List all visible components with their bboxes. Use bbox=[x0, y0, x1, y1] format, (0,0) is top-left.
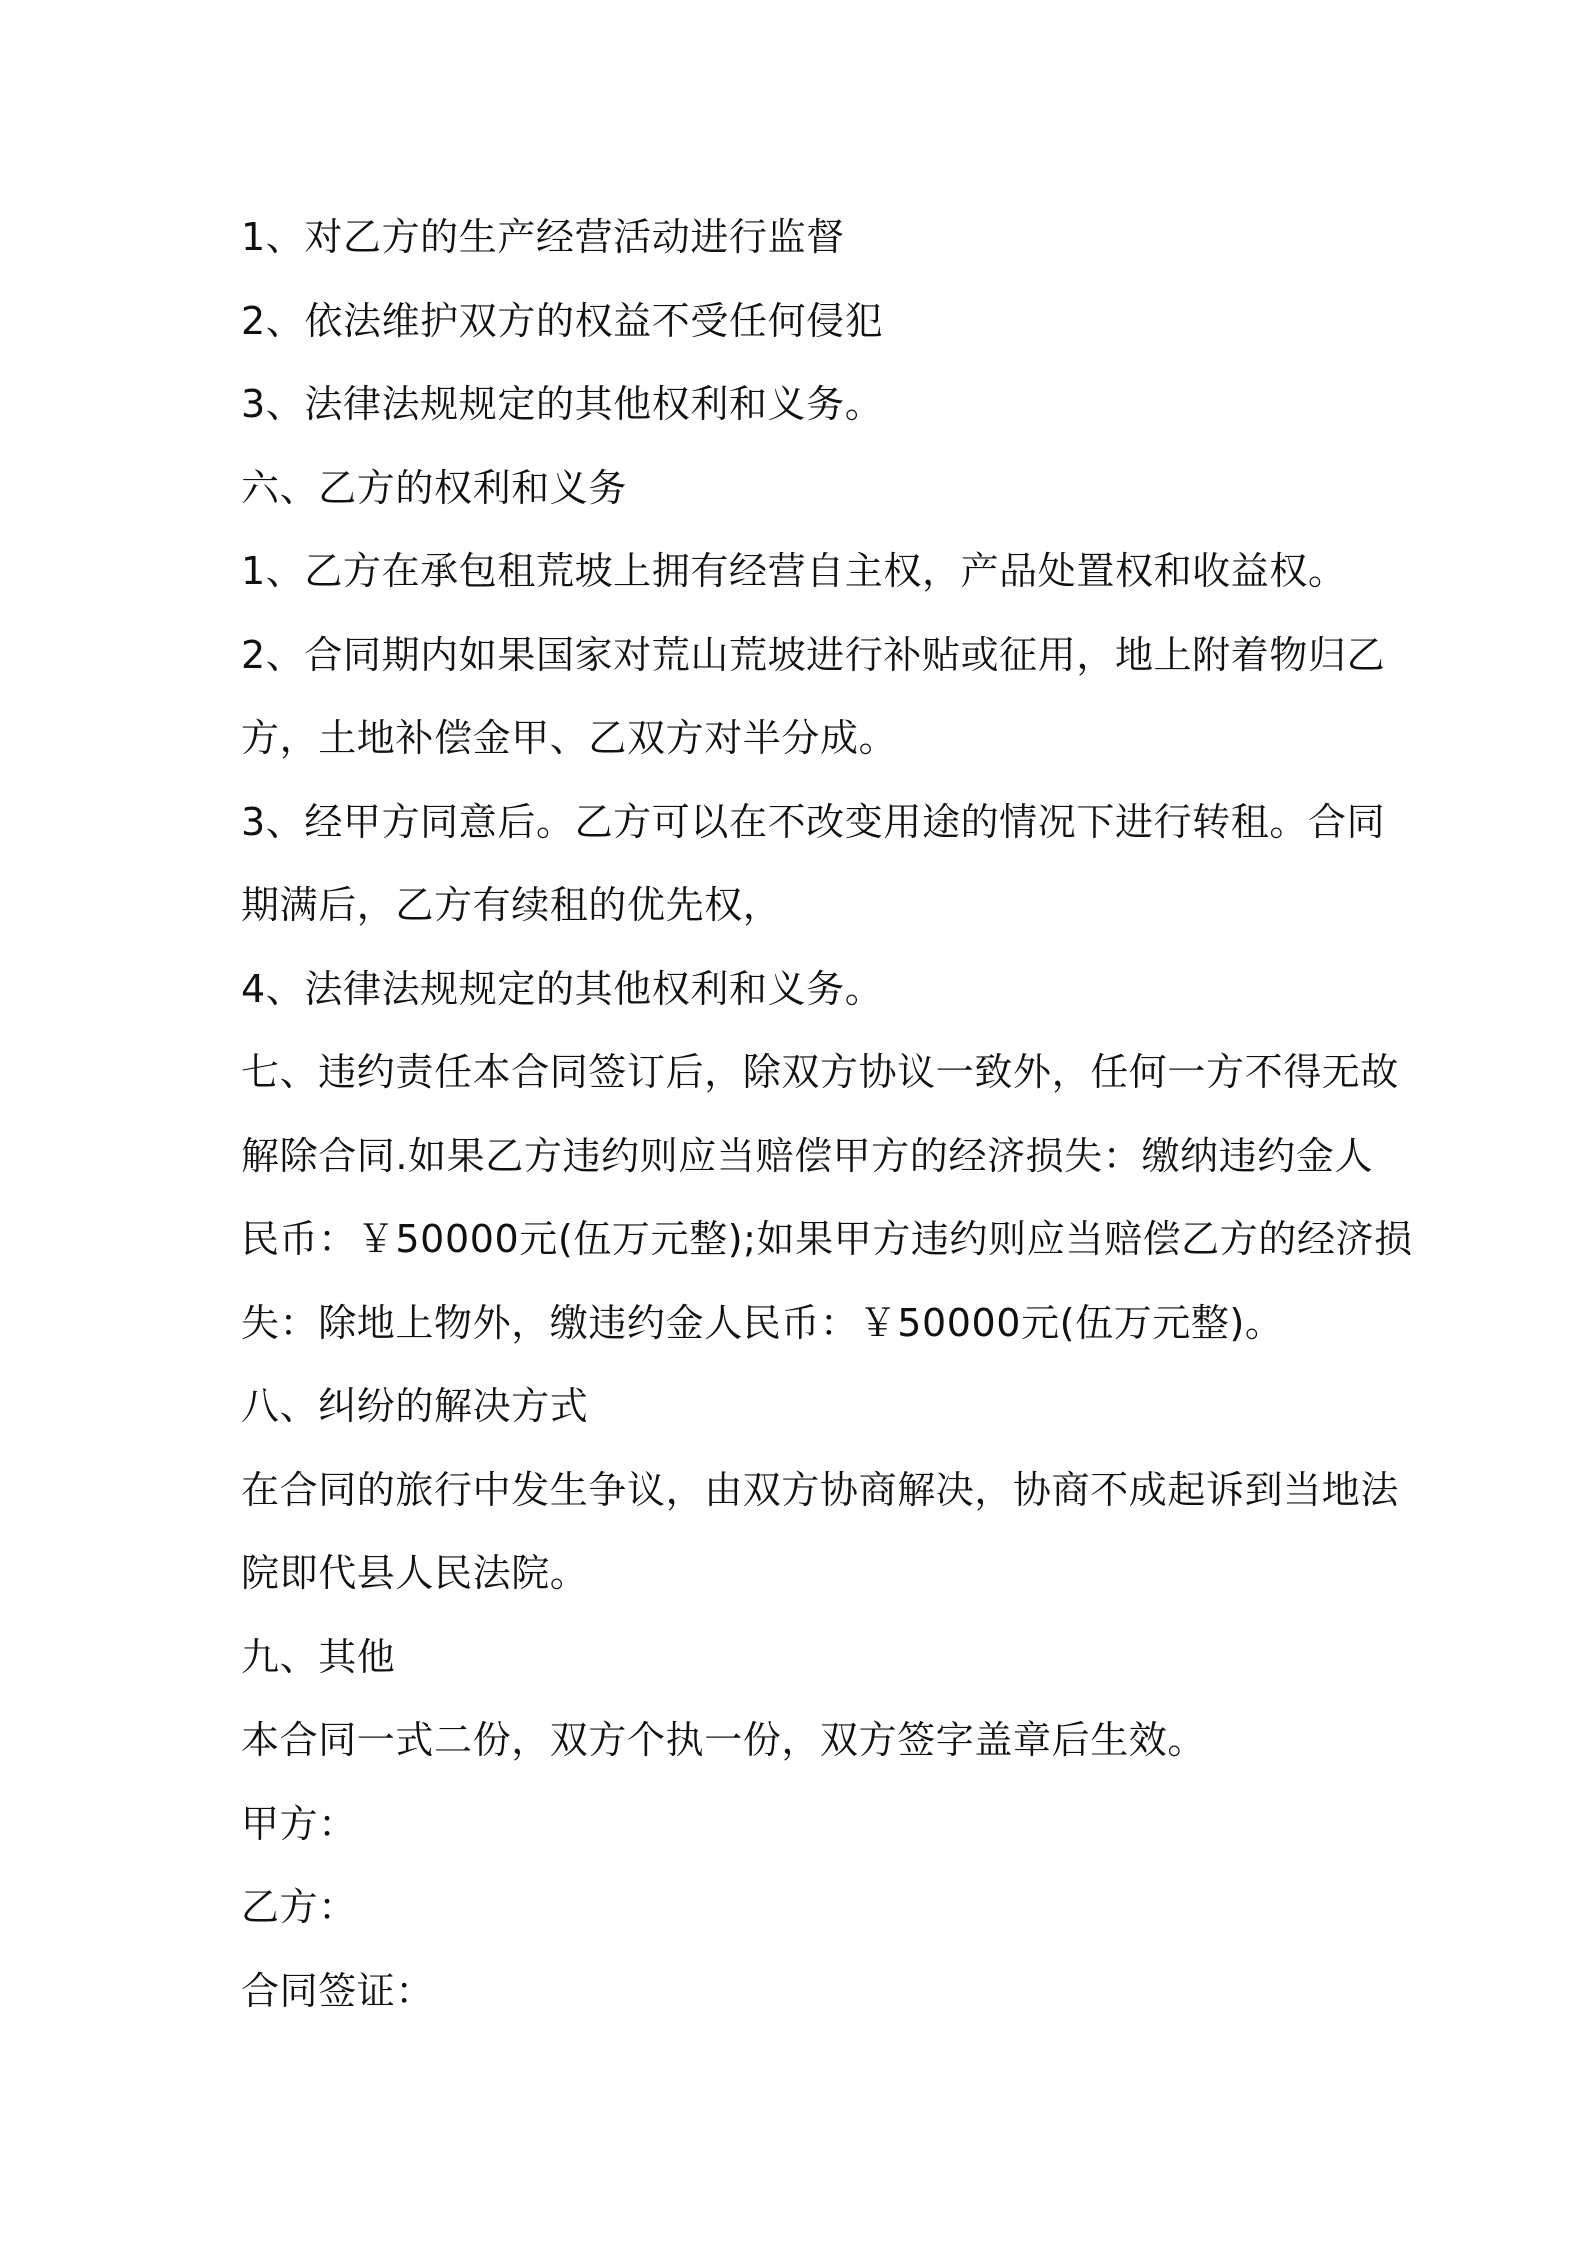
section-heading-8: 八、纠纷的解决方式 bbox=[241, 1384, 589, 1428]
clause-6-4: 4、法律法规规定的其他权利和义务。 bbox=[241, 966, 884, 1011]
clause-a-2: 2、依法维护双方的权益不受任何侵犯 bbox=[241, 298, 884, 343]
clause-a-1: 1、对乙方的生产经营活动进行监督 bbox=[241, 215, 845, 259]
section-8-line-1: 在合同的旅行中发生争议，由双方协商解决，协商不成起诉到当地法 bbox=[241, 1467, 1400, 1512]
clause-a-3: 3、法律法规规定的其他权利和义务。 bbox=[241, 382, 884, 426]
clause-6-2-line-1: 2、合同期内如果国家对荒山荒坡进行补贴或征用，地上附着物归乙 bbox=[241, 632, 1386, 677]
clause-6-2-line-2: 方，土地补偿金甲、乙双方对半分成。 bbox=[241, 716, 898, 760]
section-7-line-2: 解除合同.如果乙方违约则应当赔偿甲方的经济损失：缴纳违约金人 bbox=[241, 1133, 1374, 1178]
section-7-line-1: 七、违约责任本合同签订后，除双方协议一致外，任何一方不得无故 bbox=[241, 1050, 1400, 1094]
clause-6-1: 1、乙方在承包租荒坡上拥有经营自主权，产品处置权和收益权。 bbox=[241, 549, 1347, 593]
section-7-line-3: 民币：￥50000元(伍万元整);如果甲方违约则应当赔偿乙方的经济损 bbox=[241, 1217, 1413, 1261]
section-heading-6: 六、乙方的权利和义务 bbox=[241, 465, 628, 510]
contract-endorsement-label: 合同签证： bbox=[241, 1968, 435, 2013]
party-b-signature-label: 乙方： bbox=[241, 1885, 357, 1929]
party-a-signature-label: 甲方： bbox=[241, 1801, 357, 1846]
section-8-line-2: 院即代县人民法院。 bbox=[241, 1551, 589, 1595]
section-7-line-4: 失：除地上物外，缴违约金人民币：￥50000元(伍万元整)。 bbox=[241, 1300, 1284, 1345]
clause-6-3-line-2: 期满后，乙方有续租的优先权， bbox=[241, 883, 782, 927]
document-body bbox=[241, 196, 1413, 2033]
clause-6-3-line-1: 3、经甲方同意后。乙方可以在不改变用途的情况下进行转租。合同 bbox=[241, 799, 1386, 844]
section-heading-9: 九、其他 bbox=[241, 1634, 396, 1679]
section-9-body: 本合同一式二份，双方个执一份，双方签字盖章后生效。 bbox=[241, 1718, 1207, 1762]
